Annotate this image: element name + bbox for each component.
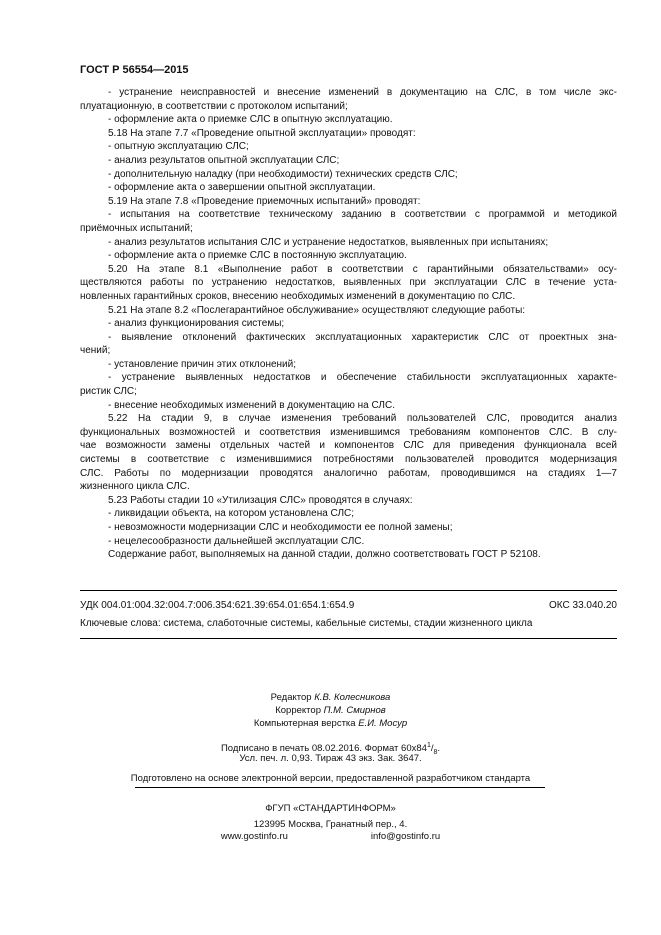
publisher-contacts (0, 831, 661, 843)
body-line: жизненного цикла СЛС. (80, 481, 190, 493)
body-line: - нецелесообразности дальнейшей эксплуатации СЛС. (108, 535, 365, 547)
body-line: 5.21 На этапе 8.2 «Послегарантийное обслуживание» осуществляют следующие работы: (108, 304, 526, 316)
body-line: плуатационную, в соответствии с протоколом испытаний; (80, 100, 348, 112)
body-line: - опытную эксплуатацию СЛС; (108, 141, 249, 153)
prepared-note: Подготовлено на основе электронной версии, предоставленной разработчиком стандарта (130, 773, 531, 784)
body-line: - установление причин этих отклонений; (108, 358, 296, 370)
divider-footer (135, 787, 545, 788)
publisher-address: 123995 Москва, Гранатный пер., 4. (253, 819, 408, 830)
body-line: новленных гарантийных сроков, внесению необходимых изменений в документацию по СЛС. (80, 290, 516, 302)
body-line: ристик СЛС; (80, 386, 137, 398)
udk-code: УДК 004.01:004.32:004.7:006.354:621.39:654.01:654.1:654.9 (80, 600, 355, 611)
body-line: - дополнительную наладку (при необходимости) технических средств СЛС; (108, 168, 458, 180)
body-line: - анализ функционирования системы; (108, 318, 285, 330)
body-line: - выявление отклонений фактических эксплуатационных характеристик СЛС от проектных зна- (108, 331, 617, 343)
body-line: - устранение неисправностей и внесение изменений в документацию на СЛС, в том числе экс- (108, 87, 617, 98)
body-line: 5.23 Работы стадии 10 «Утилизация СЛС» проводятся в случаях: (108, 494, 413, 506)
body-line: чений; (80, 345, 111, 357)
body-line: чае возможности замены отдельных частей и компонентов СЛС для приведения функционала всей (80, 440, 617, 452)
body-line: - устранение выявленных недостатков и обеспечение стабильности эксплуатационных характе- (108, 372, 617, 384)
keywords: Ключевые слова: система, слаботочные системы, кабельные системы, стадии жизненного цикла (80, 618, 533, 629)
body-line: системы в соответствие с изменившимися потребностями пользователей проводится модернизация (80, 454, 617, 466)
divider-bottom (80, 638, 617, 639)
body-line: - ликвидации объекта, на котором установлена СЛС; (108, 508, 355, 520)
credit-corrector: Корректор П.М. Смирнов (275, 704, 386, 716)
body-line: 5.18 На этапе 7.7 «Проведение опытной эксплуатации» проводят: (108, 127, 416, 139)
document-body (80, 86, 617, 562)
body-line: - оформление акта о приемке СЛС в опытную эксплуатацию. (108, 114, 393, 126)
divider-top (80, 590, 617, 591)
body-line: - анализ результатов опытной эксплуатации СЛС; (108, 154, 340, 166)
body-line: ществляются работы по устранению недостатков, выявленных при эксплуатации СЛС в течение уста- (80, 277, 617, 289)
print-info-line1: Подписано в печать 08.02.2016. Формат $60x84^1/_8$. (220, 742, 441, 757)
body-line: - анализ результатов испытания СЛС и устранение недостатков, выявленных при испытаниях; (108, 236, 549, 248)
credit-editor: Редактор К.В. Колесникова (270, 692, 391, 703)
document-header: ГОСТ Р 56554—2015 (80, 64, 189, 76)
body-line: - невозможности модернизации СЛС и необходимости ее полной замены; (108, 522, 453, 533)
publisher-email-link[interactable]: info@gostinfo.ru (370, 831, 441, 842)
body-line: 5.19 На этапе 7.8 «Проведение приемочных испытаний» проводят: (108, 195, 421, 207)
body-line: - испытания на соответствие техническому заданию в соответствии с программой и методикой (108, 209, 617, 221)
print-info-line2: Усл. печ. л. 0,93. Тираж 43 экз. Зак. 3647. (239, 753, 422, 764)
credits-block (0, 692, 661, 730)
publisher-site-link[interactable]: www.gostinfo.ru (220, 831, 288, 842)
body-line: приёмочных испытаний; (80, 222, 193, 234)
publisher-name: ФГУП «СТАНДАРТИНФОРМ» (265, 803, 396, 814)
body-line: - внесение необходимых изменений в документацию на СЛС. (108, 399, 395, 411)
body-line: - оформление акта о завершении опытной эксплуатации. (108, 182, 376, 194)
credit-layout: Компьютерная верстка Е.И. Мосур (253, 717, 408, 729)
body-line: - оформление акта о приемке СЛС в постоянную эксплуатацию. (108, 250, 407, 262)
oks-code: ОКС 33.040.20 (549, 600, 617, 611)
body-line: 5.20 На этапе 8.1 «Выполнение работ в соответствии с гарантийными обязательствами» осу- (108, 263, 617, 275)
body-line: 5.22 На стадии 9, в случае изменения требований пользователей СЛС, проводится анализ (108, 413, 617, 425)
body-line: СЛС. Работы по модернизации проводятся аналогично работам, проводившимся на стадиях 1—7 (80, 467, 617, 479)
body-line: функциональных возможностей и соответствия изменившимся требованиям компонентов СЛС. В слу- (80, 426, 617, 438)
body-line: Содержание работ, выполняемых на данной стадии, должно соответствовать ГОСТ Р 52108. (108, 549, 541, 561)
